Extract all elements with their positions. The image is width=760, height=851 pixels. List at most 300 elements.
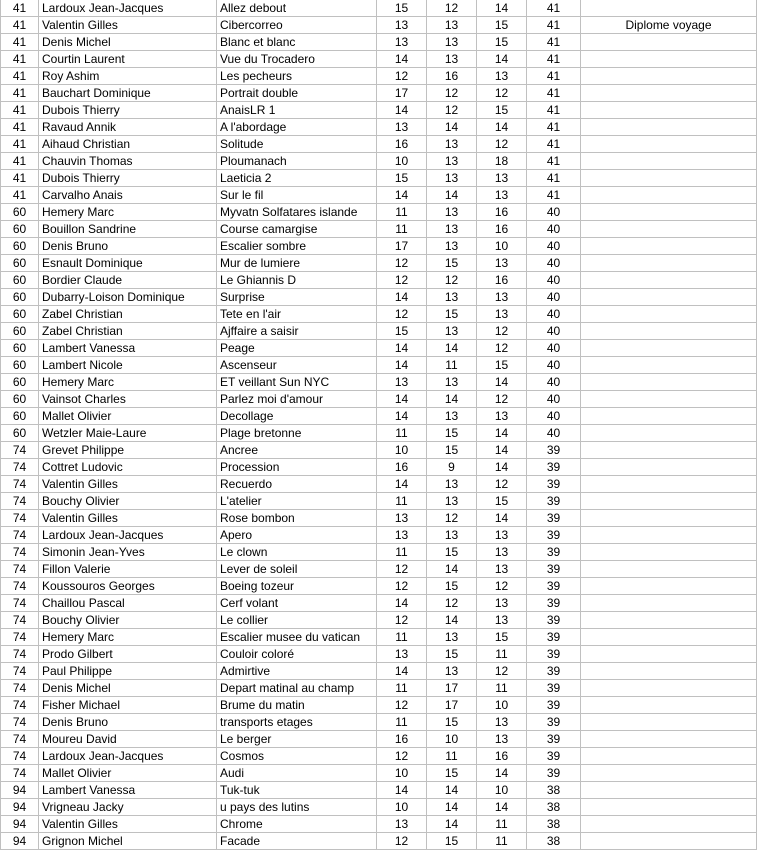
cell-score-1[interactable]: 14 (377, 289, 427, 306)
cell-photographer[interactable]: Denis Michel (39, 34, 217, 51)
cell-note[interactable] (581, 459, 757, 476)
cell-score-2[interactable]: 15 (427, 442, 477, 459)
cell-note[interactable] (581, 68, 757, 85)
cell-score-2[interactable]: 17 (427, 697, 477, 714)
cell-score-2[interactable]: 12 (427, 0, 477, 17)
cell-photographer[interactable]: Hemery Marc (39, 629, 217, 646)
cell-title[interactable]: Ploumanach (217, 153, 377, 170)
cell-title[interactable]: Decollage (217, 408, 377, 425)
cell-total[interactable]: 41 (527, 68, 581, 85)
cell-total[interactable]: 38 (527, 799, 581, 816)
cell-score-2[interactable]: 13 (427, 51, 477, 68)
cell-score-2[interactable]: 14 (427, 782, 477, 799)
cell-rank[interactable]: 74 (1, 765, 39, 782)
cell-score-1[interactable]: 12 (377, 833, 427, 850)
cell-score-1[interactable]: 14 (377, 391, 427, 408)
cell-score-1[interactable]: 11 (377, 204, 427, 221)
cell-rank[interactable]: 41 (1, 153, 39, 170)
cell-photographer[interactable]: Koussouros Georges (39, 578, 217, 595)
cell-score-3[interactable]: 13 (477, 714, 527, 731)
cell-score-3[interactable]: 10 (477, 697, 527, 714)
cell-title[interactable]: Escalier musee du vatican (217, 629, 377, 646)
cell-title[interactable]: Admirtive (217, 663, 377, 680)
cell-title[interactable]: Plage bretonne (217, 425, 377, 442)
cell-score-2[interactable]: 13 (427, 238, 477, 255)
cell-photographer[interactable]: Grignon Michel (39, 833, 217, 850)
cell-rank[interactable]: 60 (1, 221, 39, 238)
cell-photographer[interactable]: Bouchy Olivier (39, 493, 217, 510)
cell-score-2[interactable]: 13 (427, 17, 477, 34)
cell-rank[interactable]: 74 (1, 731, 39, 748)
cell-title[interactable]: Myvatn Solfatares islande (217, 204, 377, 221)
cell-total[interactable]: 39 (527, 442, 581, 459)
cell-score-1[interactable]: 12 (377, 306, 427, 323)
cell-total[interactable]: 39 (527, 629, 581, 646)
cell-score-2[interactable]: 9 (427, 459, 477, 476)
cell-note[interactable] (581, 799, 757, 816)
cell-note[interactable] (581, 357, 757, 374)
cell-total[interactable]: 40 (527, 323, 581, 340)
cell-note[interactable] (581, 306, 757, 323)
cell-title[interactable]: Depart matinal au champ (217, 680, 377, 697)
cell-score-3[interactable]: 14 (477, 442, 527, 459)
cell-score-3[interactable]: 13 (477, 408, 527, 425)
cell-score-3[interactable]: 13 (477, 612, 527, 629)
cell-total[interactable]: 39 (527, 748, 581, 765)
cell-score-2[interactable]: 15 (427, 765, 477, 782)
cell-rank[interactable]: 74 (1, 544, 39, 561)
cell-score-1[interactable]: 11 (377, 680, 427, 697)
cell-photographer[interactable]: Lambert Vanessa (39, 782, 217, 799)
cell-score-2[interactable]: 15 (427, 833, 477, 850)
cell-rank[interactable]: 60 (1, 408, 39, 425)
cell-score-3[interactable]: 12 (477, 340, 527, 357)
cell-score-3[interactable]: 14 (477, 459, 527, 476)
cell-title[interactable]: L'atelier (217, 493, 377, 510)
cell-rank[interactable]: 60 (1, 425, 39, 442)
cell-note[interactable] (581, 187, 757, 204)
cell-title[interactable]: Mur de lumiere (217, 255, 377, 272)
cell-note[interactable] (581, 272, 757, 289)
cell-total[interactable]: 38 (527, 833, 581, 850)
cell-total[interactable]: 41 (527, 0, 581, 17)
cell-score-1[interactable]: 12 (377, 68, 427, 85)
cell-photographer[interactable]: Valentin Gilles (39, 816, 217, 833)
cell-score-3[interactable]: 13 (477, 306, 527, 323)
cell-photographer[interactable]: Carvalho Anais (39, 187, 217, 204)
cell-note[interactable] (581, 119, 757, 136)
cell-score-3[interactable]: 13 (477, 731, 527, 748)
cell-score-1[interactable]: 12 (377, 255, 427, 272)
cell-total[interactable]: 39 (527, 493, 581, 510)
cell-total[interactable]: 39 (527, 595, 581, 612)
cell-title[interactable]: Le clown (217, 544, 377, 561)
cell-photographer[interactable]: Prodo Gilbert (39, 646, 217, 663)
cell-note[interactable] (581, 255, 757, 272)
cell-note[interactable] (581, 323, 757, 340)
cell-total[interactable]: 40 (527, 357, 581, 374)
cell-score-3[interactable]: 13 (477, 255, 527, 272)
cell-note[interactable] (581, 510, 757, 527)
cell-score-2[interactable]: 12 (427, 595, 477, 612)
cell-score-2[interactable]: 13 (427, 34, 477, 51)
cell-score-3[interactable]: 11 (477, 833, 527, 850)
cell-title[interactable]: transports etages (217, 714, 377, 731)
cell-rank[interactable]: 60 (1, 323, 39, 340)
cell-score-2[interactable]: 12 (427, 85, 477, 102)
cell-score-2[interactable]: 15 (427, 578, 477, 595)
cell-total[interactable]: 40 (527, 221, 581, 238)
cell-note[interactable] (581, 731, 757, 748)
cell-photographer[interactable]: Mallet Olivier (39, 765, 217, 782)
cell-score-2[interactable]: 15 (427, 255, 477, 272)
cell-rank[interactable]: 94 (1, 816, 39, 833)
cell-total[interactable]: 40 (527, 425, 581, 442)
cell-photographer[interactable]: Lambert Nicole (39, 357, 217, 374)
cell-rank[interactable]: 41 (1, 34, 39, 51)
cell-score-1[interactable]: 12 (377, 748, 427, 765)
cell-photographer[interactable]: Hemery Marc (39, 374, 217, 391)
cell-score-2[interactable]: 10 (427, 731, 477, 748)
cell-total[interactable]: 39 (527, 527, 581, 544)
cell-photographer[interactable]: Lardoux Jean-Jacques (39, 527, 217, 544)
cell-total[interactable]: 39 (527, 646, 581, 663)
cell-rank[interactable]: 74 (1, 629, 39, 646)
cell-note[interactable] (581, 765, 757, 782)
cell-title[interactable]: Parlez moi d'amour (217, 391, 377, 408)
cell-score-3[interactable]: 14 (477, 510, 527, 527)
cell-title[interactable]: Ajffaire a saisir (217, 323, 377, 340)
cell-total[interactable]: 39 (527, 544, 581, 561)
cell-note[interactable] (581, 595, 757, 612)
cell-title[interactable]: Blanc et blanc (217, 34, 377, 51)
cell-score-3[interactable]: 11 (477, 646, 527, 663)
cell-photographer[interactable]: Denis Michel (39, 680, 217, 697)
cell-score-2[interactable]: 13 (427, 663, 477, 680)
cell-score-3[interactable]: 15 (477, 493, 527, 510)
cell-score-2[interactable]: 15 (427, 544, 477, 561)
cell-note[interactable] (581, 493, 757, 510)
cell-score-2[interactable]: 13 (427, 289, 477, 306)
cell-rank[interactable]: 94 (1, 782, 39, 799)
cell-total[interactable]: 39 (527, 765, 581, 782)
cell-score-3[interactable]: 12 (477, 136, 527, 153)
cell-score-2[interactable]: 14 (427, 561, 477, 578)
cell-title[interactable]: Solitude (217, 136, 377, 153)
cell-rank[interactable]: 74 (1, 442, 39, 459)
cell-note[interactable] (581, 170, 757, 187)
cell-note[interactable] (581, 51, 757, 68)
cell-score-1[interactable]: 10 (377, 799, 427, 816)
cell-score-2[interactable]: 14 (427, 799, 477, 816)
cell-title[interactable]: Couloir coloré (217, 646, 377, 663)
cell-total[interactable]: 40 (527, 306, 581, 323)
cell-note[interactable] (581, 629, 757, 646)
cell-score-2[interactable]: 13 (427, 204, 477, 221)
cell-rank[interactable]: 74 (1, 578, 39, 595)
cell-photographer[interactable]: Chauvin Thomas (39, 153, 217, 170)
cell-rank[interactable]: 74 (1, 697, 39, 714)
cell-rank[interactable]: 41 (1, 17, 39, 34)
cell-score-3[interactable]: 11 (477, 680, 527, 697)
cell-score-3[interactable]: 15 (477, 17, 527, 34)
cell-title[interactable]: Audi (217, 765, 377, 782)
cell-photographer[interactable]: Roy Ashim (39, 68, 217, 85)
cell-rank[interactable]: 74 (1, 663, 39, 680)
cell-total[interactable]: 40 (527, 238, 581, 255)
cell-photographer[interactable]: Bouchy Olivier (39, 612, 217, 629)
cell-score-1[interactable]: 12 (377, 578, 427, 595)
cell-total[interactable]: 40 (527, 374, 581, 391)
cell-score-3[interactable]: 14 (477, 425, 527, 442)
cell-score-2[interactable]: 14 (427, 391, 477, 408)
cell-score-3[interactable]: 12 (477, 663, 527, 680)
cell-score-3[interactable]: 10 (477, 238, 527, 255)
cell-note[interactable] (581, 34, 757, 51)
cell-photographer[interactable]: Chaillou Pascal (39, 595, 217, 612)
cell-score-3[interactable]: 12 (477, 476, 527, 493)
cell-note[interactable] (581, 204, 757, 221)
cell-score-2[interactable]: 15 (427, 646, 477, 663)
cell-total[interactable]: 41 (527, 85, 581, 102)
cell-score-1[interactable]: 11 (377, 544, 427, 561)
cell-total[interactable]: 39 (527, 731, 581, 748)
cell-score-3[interactable]: 13 (477, 595, 527, 612)
cell-note[interactable] (581, 289, 757, 306)
cell-rank[interactable]: 60 (1, 204, 39, 221)
cell-photographer[interactable]: Fisher Michael (39, 697, 217, 714)
cell-title[interactable]: A l'abordage (217, 119, 377, 136)
cell-rank[interactable]: 74 (1, 646, 39, 663)
cell-score-1[interactable]: 14 (377, 102, 427, 119)
cell-note[interactable] (581, 221, 757, 238)
cell-score-2[interactable]: 12 (427, 102, 477, 119)
cell-score-2[interactable]: 14 (427, 119, 477, 136)
cell-rank[interactable]: 74 (1, 714, 39, 731)
cell-score-1[interactable]: 14 (377, 187, 427, 204)
cell-title[interactable]: ET veillant Sun NYC (217, 374, 377, 391)
cell-photographer[interactable]: Courtin Laurent (39, 51, 217, 68)
cell-total[interactable]: 41 (527, 51, 581, 68)
cell-photographer[interactable]: Zabel Christian (39, 306, 217, 323)
cell-score-1[interactable]: 14 (377, 476, 427, 493)
cell-title[interactable]: Ancree (217, 442, 377, 459)
cell-title[interactable]: Tete en l'air (217, 306, 377, 323)
cell-score-1[interactable]: 11 (377, 714, 427, 731)
cell-score-3[interactable]: 14 (477, 765, 527, 782)
cell-score-3[interactable]: 13 (477, 561, 527, 578)
cell-total[interactable]: 41 (527, 102, 581, 119)
cell-photographer[interactable]: Mallet Olivier (39, 408, 217, 425)
cell-total[interactable]: 41 (527, 187, 581, 204)
cell-total[interactable]: 39 (527, 714, 581, 731)
cell-total[interactable]: 39 (527, 680, 581, 697)
cell-score-1[interactable]: 11 (377, 221, 427, 238)
cell-photographer[interactable]: Grevet Philippe (39, 442, 217, 459)
cell-total[interactable]: 39 (527, 459, 581, 476)
cell-rank[interactable]: 41 (1, 170, 39, 187)
cell-score-1[interactable]: 14 (377, 595, 427, 612)
cell-photographer[interactable]: Dubois Thierry (39, 170, 217, 187)
cell-rank[interactable]: 60 (1, 238, 39, 255)
cell-rank[interactable]: 41 (1, 85, 39, 102)
cell-photographer[interactable]: Bordier Claude (39, 272, 217, 289)
cell-score-1[interactable]: 13 (377, 646, 427, 663)
cell-title[interactable]: Cosmos (217, 748, 377, 765)
cell-score-3[interactable]: 16 (477, 272, 527, 289)
cell-rank[interactable]: 60 (1, 289, 39, 306)
cell-note[interactable] (581, 442, 757, 459)
cell-rank[interactable]: 74 (1, 612, 39, 629)
cell-rank[interactable]: 74 (1, 459, 39, 476)
cell-photographer[interactable]: Dubois Thierry (39, 102, 217, 119)
cell-score-2[interactable]: 11 (427, 357, 477, 374)
cell-rank[interactable]: 74 (1, 476, 39, 493)
cell-photographer[interactable]: Moureu David (39, 731, 217, 748)
cell-score-2[interactable]: 11 (427, 748, 477, 765)
cell-score-1[interactable]: 16 (377, 731, 427, 748)
cell-total[interactable]: 40 (527, 340, 581, 357)
cell-note[interactable] (581, 663, 757, 680)
cell-score-2[interactable]: 15 (427, 425, 477, 442)
cell-photographer[interactable]: Simonin Jean-Yves (39, 544, 217, 561)
cell-score-1[interactable]: 14 (377, 782, 427, 799)
cell-score-2[interactable]: 14 (427, 612, 477, 629)
cell-score-1[interactable]: 11 (377, 425, 427, 442)
cell-score-2[interactable]: 13 (427, 153, 477, 170)
cell-score-1[interactable]: 11 (377, 493, 427, 510)
cell-score-3[interactable]: 15 (477, 629, 527, 646)
cell-total[interactable]: 39 (527, 578, 581, 595)
cell-title[interactable]: Recuerdo (217, 476, 377, 493)
cell-total[interactable]: 40 (527, 255, 581, 272)
cell-score-3[interactable]: 14 (477, 0, 527, 17)
cell-photographer[interactable]: Aihaud Christian (39, 136, 217, 153)
cell-photographer[interactable]: Bouillon Sandrine (39, 221, 217, 238)
cell-score-1[interactable]: 15 (377, 323, 427, 340)
cell-title[interactable]: Apero (217, 527, 377, 544)
cell-note[interactable] (581, 476, 757, 493)
cell-photographer[interactable]: Valentin Gilles (39, 510, 217, 527)
cell-rank[interactable]: 41 (1, 136, 39, 153)
cell-title[interactable]: Facade (217, 833, 377, 850)
cell-rank[interactable]: 41 (1, 102, 39, 119)
cell-score-2[interactable]: 13 (427, 170, 477, 187)
cell-photographer[interactable]: Esnault Dominique (39, 255, 217, 272)
cell-note[interactable] (581, 697, 757, 714)
cell-score-1[interactable]: 12 (377, 561, 427, 578)
cell-score-1[interactable]: 16 (377, 459, 427, 476)
cell-rank[interactable]: 94 (1, 799, 39, 816)
cell-title[interactable]: Surprise (217, 289, 377, 306)
cell-title[interactable]: Brume du matin (217, 697, 377, 714)
cell-score-3[interactable]: 14 (477, 799, 527, 816)
cell-photographer[interactable]: Lardoux Jean-Jacques (39, 0, 217, 17)
cell-rank[interactable]: 41 (1, 68, 39, 85)
cell-photographer[interactable]: Ravaud Annik (39, 119, 217, 136)
cell-rank[interactable]: 60 (1, 340, 39, 357)
cell-title[interactable]: Chrome (217, 816, 377, 833)
cell-total[interactable]: 40 (527, 408, 581, 425)
cell-score-3[interactable]: 15 (477, 357, 527, 374)
cell-score-1[interactable]: 14 (377, 663, 427, 680)
cell-title[interactable]: Le Ghiannis D (217, 272, 377, 289)
cell-score-1[interactable]: 14 (377, 408, 427, 425)
cell-score-3[interactable]: 13 (477, 170, 527, 187)
cell-photographer[interactable]: Lambert Vanessa (39, 340, 217, 357)
cell-rank[interactable]: 60 (1, 357, 39, 374)
cell-score-1[interactable]: 12 (377, 272, 427, 289)
cell-score-3[interactable]: 12 (477, 323, 527, 340)
cell-score-1[interactable]: 15 (377, 0, 427, 17)
cell-score-2[interactable]: 13 (427, 476, 477, 493)
cell-score-3[interactable]: 13 (477, 289, 527, 306)
cell-title[interactable]: Boeing tozeur (217, 578, 377, 595)
cell-total[interactable]: 40 (527, 204, 581, 221)
cell-score-1[interactable]: 12 (377, 612, 427, 629)
cell-score-1[interactable]: 17 (377, 238, 427, 255)
cell-score-1[interactable]: 14 (377, 51, 427, 68)
cell-photographer[interactable]: Paul Philippe (39, 663, 217, 680)
cell-total[interactable]: 39 (527, 612, 581, 629)
cell-rank[interactable]: 74 (1, 493, 39, 510)
cell-note[interactable] (581, 153, 757, 170)
cell-title[interactable]: Le berger (217, 731, 377, 748)
cell-score-2[interactable]: 13 (427, 374, 477, 391)
cell-score-3[interactable]: 15 (477, 34, 527, 51)
cell-title[interactable]: AnaisLR 1 (217, 102, 377, 119)
cell-score-1[interactable]: 11 (377, 629, 427, 646)
cell-photographer[interactable]: Vainsot Charles (39, 391, 217, 408)
cell-score-1[interactable]: 14 (377, 340, 427, 357)
cell-rank[interactable]: 60 (1, 374, 39, 391)
cell-photographer[interactable]: Denis Bruno (39, 714, 217, 731)
cell-score-3[interactable]: 16 (477, 221, 527, 238)
cell-title[interactable]: Portrait double (217, 85, 377, 102)
cell-photographer[interactable]: Dubarry-Loison Dominique (39, 289, 217, 306)
cell-rank[interactable]: 60 (1, 306, 39, 323)
cell-note[interactable] (581, 680, 757, 697)
cell-title[interactable]: Sur le fil (217, 187, 377, 204)
cell-photographer[interactable]: Vrigneau Jacky (39, 799, 217, 816)
cell-score-3[interactable]: 10 (477, 782, 527, 799)
cell-rank[interactable]: 94 (1, 833, 39, 850)
cell-score-1[interactable]: 14 (377, 357, 427, 374)
cell-photographer[interactable]: Wetzler Maie-Laure (39, 425, 217, 442)
cell-title[interactable]: Procession (217, 459, 377, 476)
cell-title[interactable]: Les pecheurs (217, 68, 377, 85)
cell-rank[interactable]: 41 (1, 119, 39, 136)
cell-total[interactable]: 41 (527, 34, 581, 51)
cell-rank[interactable]: 41 (1, 0, 39, 17)
cell-score-2[interactable]: 15 (427, 714, 477, 731)
cell-score-2[interactable]: 12 (427, 510, 477, 527)
cell-score-1[interactable]: 13 (377, 17, 427, 34)
cell-title[interactable]: Course camargise (217, 221, 377, 238)
cell-title[interactable]: Laeticia 2 (217, 170, 377, 187)
cell-photographer[interactable]: Cottret Ludovic (39, 459, 217, 476)
cell-note[interactable] (581, 578, 757, 595)
cell-score-2[interactable]: 16 (427, 68, 477, 85)
cell-score-3[interactable]: 12 (477, 391, 527, 408)
cell-score-1[interactable]: 10 (377, 765, 427, 782)
cell-total[interactable]: 39 (527, 510, 581, 527)
cell-score-1[interactable]: 15 (377, 170, 427, 187)
cell-note[interactable] (581, 374, 757, 391)
cell-score-1[interactable]: 13 (377, 119, 427, 136)
cell-note[interactable] (581, 408, 757, 425)
cell-note[interactable] (581, 102, 757, 119)
